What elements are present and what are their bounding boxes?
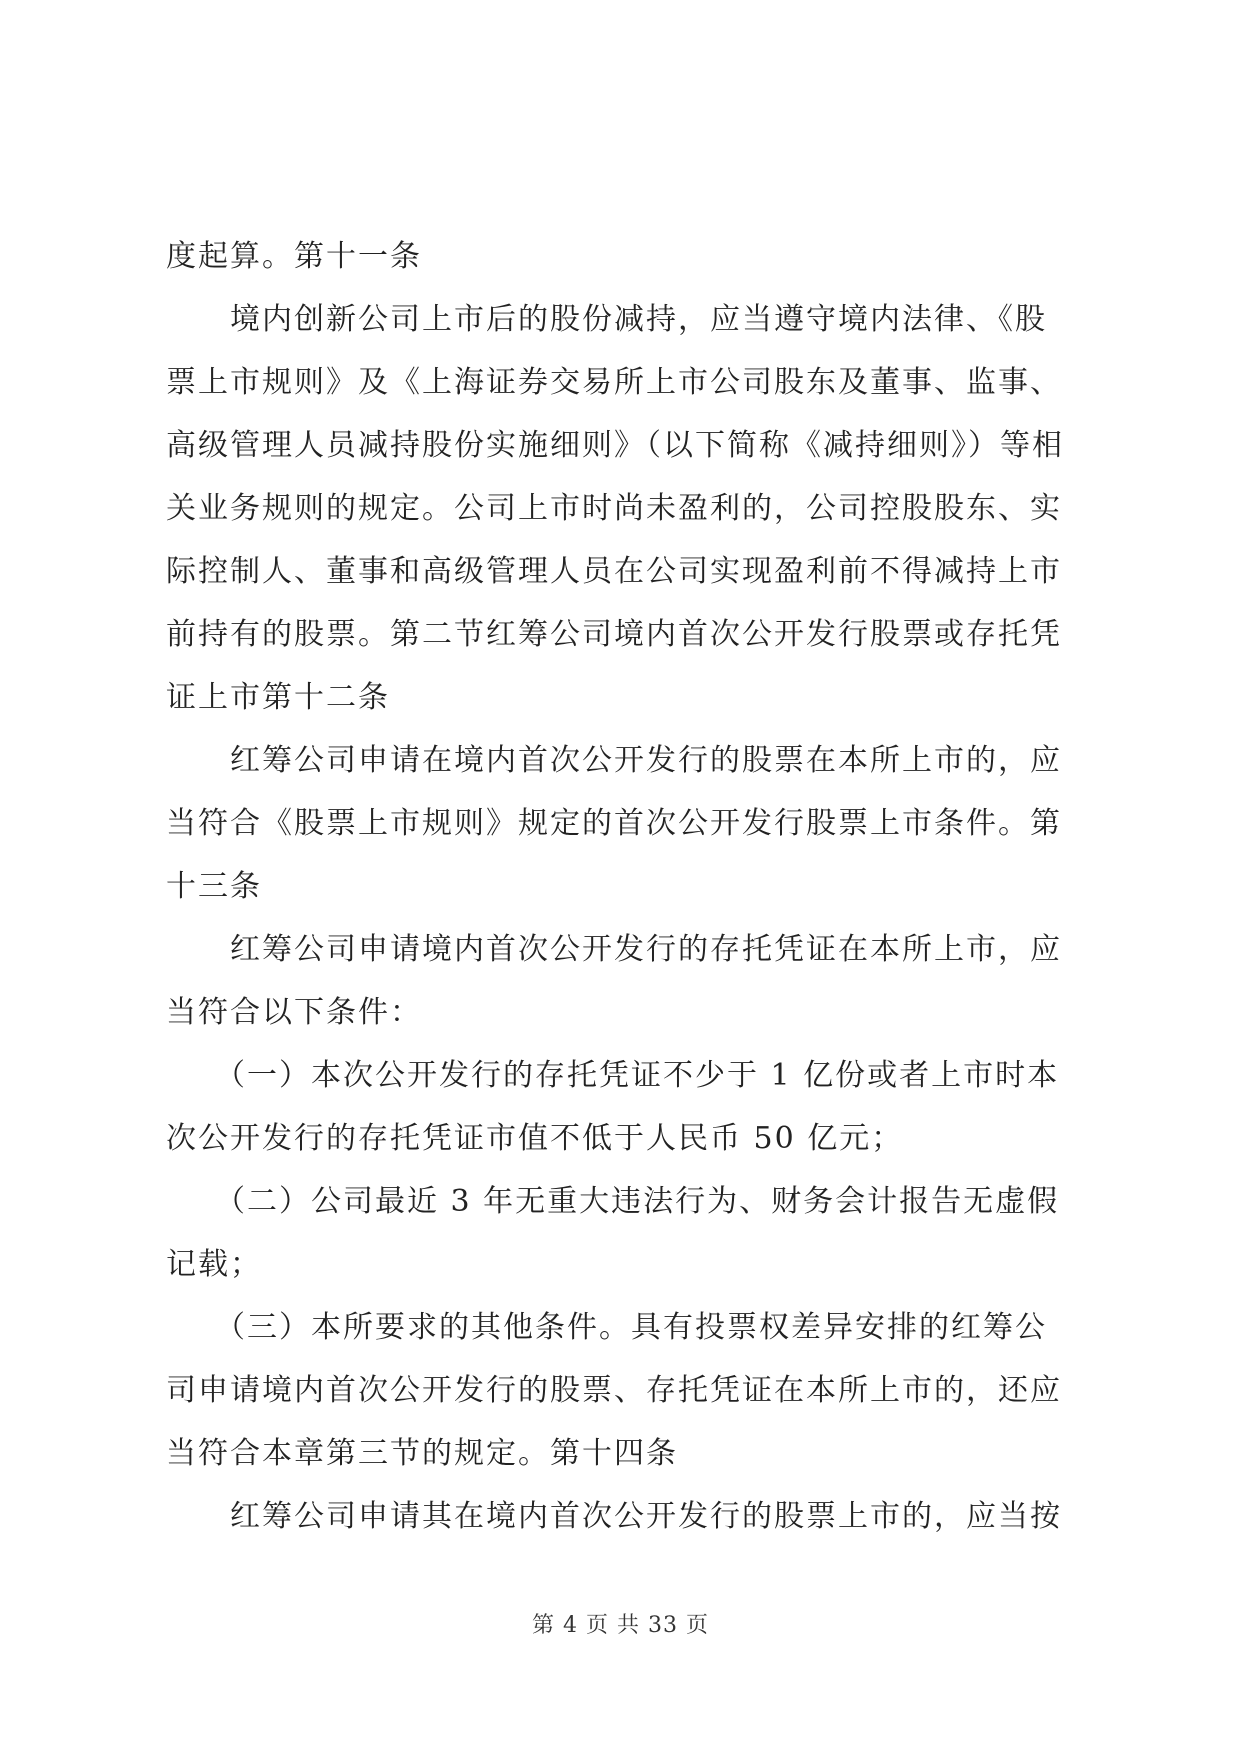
text-line: 当符合本章第三节的规定。第十四条 — [166, 1436, 678, 1471]
text-line: （二）公司最近 3 年无重大违法行为、财务会计报告无虚假 — [166, 1184, 1060, 1219]
text-line: 十三条 — [166, 869, 262, 904]
text-line: （一）本次公开发行的存托凭证不少于 1 亿份或者上市时本 — [166, 1058, 1060, 1093]
text-line: （三）本所要求的其他条件。具有投票权差异安排的红筹公 — [166, 1310, 1047, 1345]
text-line: 关业务规则的规定。公司上市时尚未盈利的，公司控股股东、实 — [166, 491, 1062, 526]
text-line: 红筹公司申请在境内首次公开发行的股票在本所上市的，应 — [166, 743, 1062, 778]
text-line: 票上市规则》及《上海证券交易所上市公司股东及董事、监事、 — [166, 365, 1062, 400]
text-line: 红筹公司申请其在境内首次公开发行的股票上市的，应当按 — [166, 1499, 1062, 1534]
text-line: 际控制人、董事和高级管理人员在公司实现盈利前不得减持上市 — [166, 554, 1062, 589]
document-body — [166, 225, 1081, 1548]
text-line: 红筹公司申请境内首次公开发行的存托凭证在本所上市，应 — [166, 932, 1062, 967]
text-line: 次公开发行的存托凭证市值不低于人民币 50 亿元； — [166, 1121, 904, 1156]
text-line: 司申请境内首次公开发行的股票、存托凭证在本所上市的，还应 — [166, 1373, 1062, 1408]
text-line: 前持有的股票。第二节红筹公司境内首次公开发行股票或存托凭 — [166, 617, 1062, 652]
text-line: 记载； — [166, 1247, 262, 1282]
text-line: 高级管理人员减持股份实施细则》（以下简称《减持细则》）等相 — [166, 428, 1064, 463]
text-line: 当符合以下条件： — [166, 995, 422, 1030]
text-line: 证上市第十二条 — [166, 680, 390, 715]
page-number-footer: 第 4 页 共 33 页 — [532, 1613, 709, 1638]
text-line: 境内创新公司上市后的股份减持，应当遵守境内法律、《股 — [166, 302, 1047, 337]
text-line: 度起算。第十一条 — [166, 239, 422, 274]
text-line: 当符合《股票上市规则》规定的首次公开发行股票上市条件。第 — [166, 806, 1062, 841]
